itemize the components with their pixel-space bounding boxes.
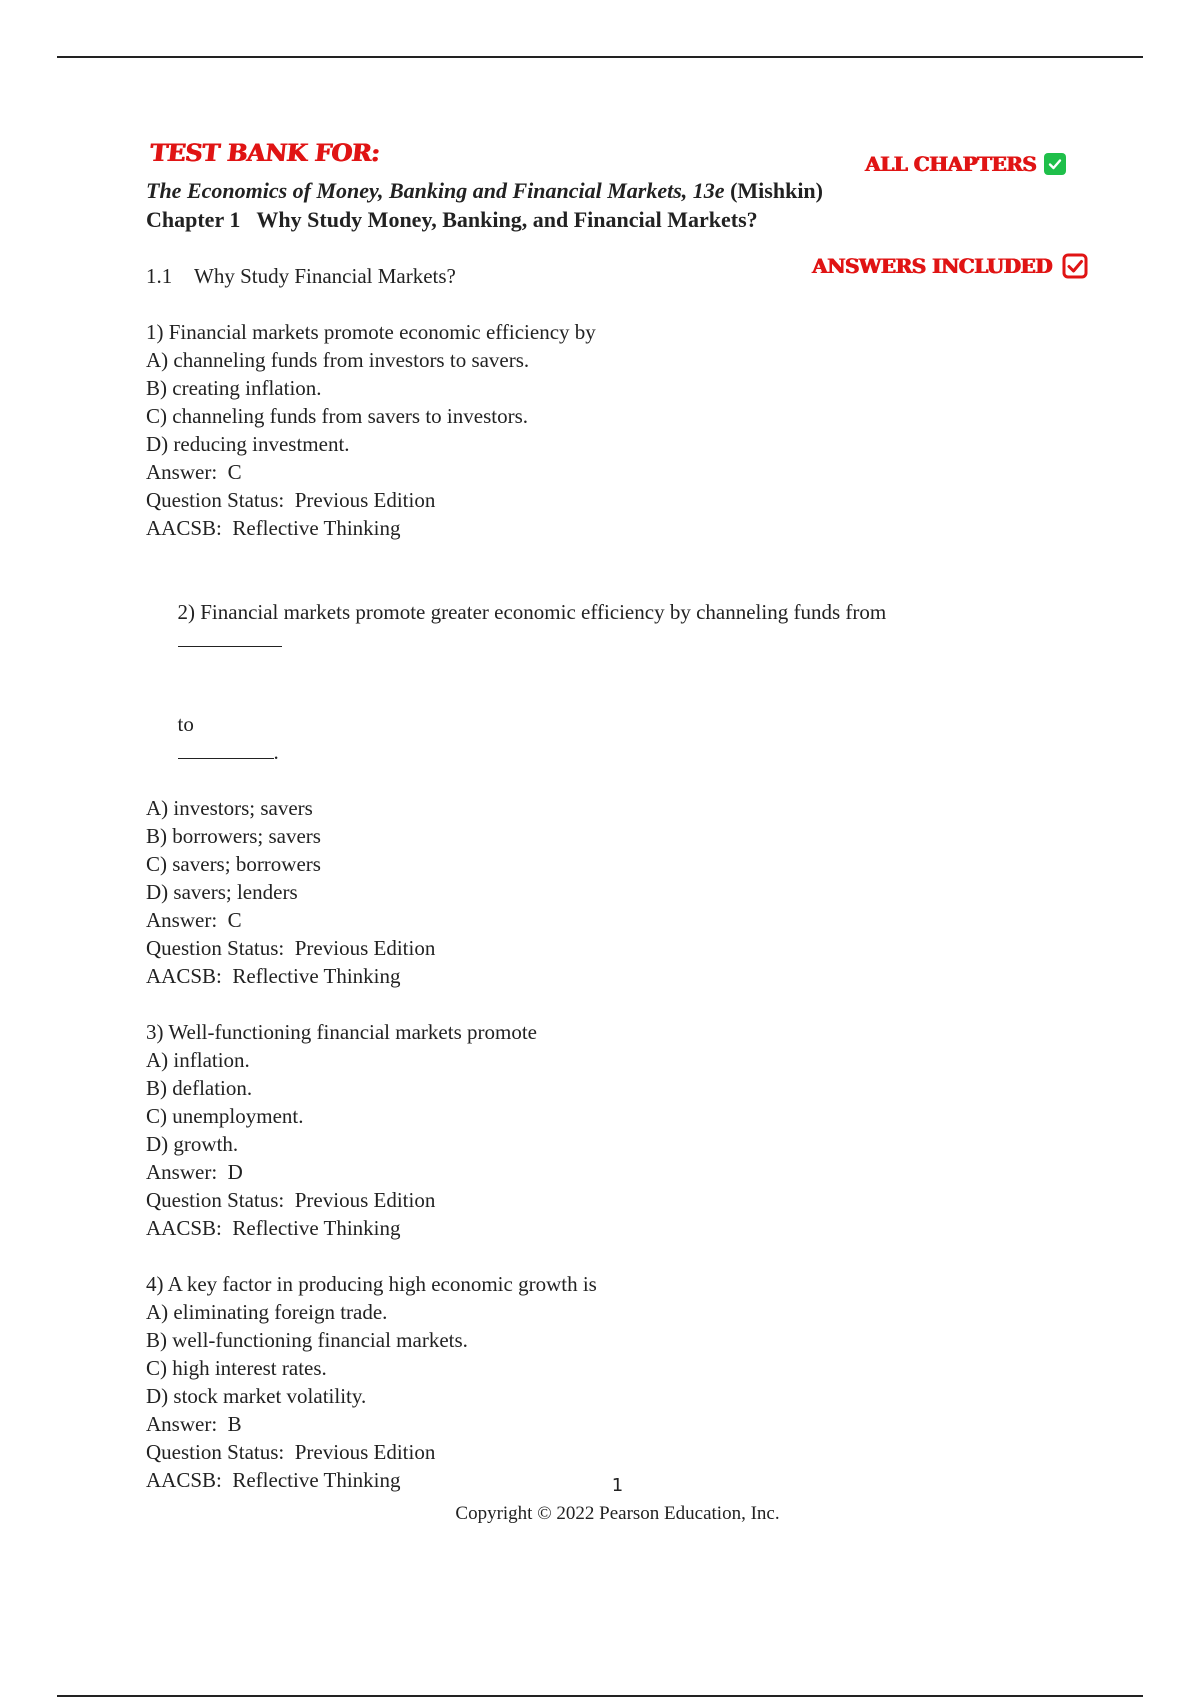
answer-line: Answer: C [146,460,242,484]
test-bank-stamp: TEST BANK FOR: [148,138,382,167]
option-c: C) savers; borrowers [146,852,321,876]
option-d: D) savers; lenders [146,880,298,904]
question-1 [146,318,1076,542]
page-number: 1 [611,1475,624,1496]
chapter-title: Chapter 1 Why Study Money, Banking, and Financial Markets? [146,207,758,232]
all-chapters-label: ALL CHAPTERS [865,152,1037,176]
all-chapters-badge [865,152,1066,176]
answers-included-label: ANSWERS INCLUDED [812,254,1052,278]
section-number: 1.1 [146,264,173,288]
question-4 [146,1270,1076,1494]
option-c: C) unemployment. [146,1104,304,1128]
option-d: D) reducing investment. [146,432,350,456]
answer-line: Answer: D [146,1160,243,1184]
option-b: B) borrowers; savers [146,824,321,848]
option-c: C) channeling funds from savers to investors. [146,404,529,428]
book-author: (Mishkin) [730,178,823,203]
green-checkmark-icon [1044,153,1066,175]
option-b: B) creating inflation. [146,376,322,400]
copyright-notice: Copyright © 2022 Pearson Education, Inc. [455,1503,780,1524]
question-2 [146,570,1076,990]
book-title [146,178,823,204]
option-a: A) channeling funds from investors to savers. [146,348,530,372]
section-heading [146,264,456,289]
question-stem: 4) A key factor in producing high economic growth is [146,1272,597,1296]
option-a: A) investors; savers [146,796,313,820]
section-title: Why Study Financial Markets? [194,264,456,288]
aacsb-line: AACSB: Reflective Thinking [146,1468,401,1492]
checkbox-checked-icon [1062,253,1088,279]
answer-line: Answer: B [146,1412,242,1436]
option-b: B) deflation. [146,1076,253,1100]
option-c: C) high interest rates. [146,1356,327,1380]
question-3 [146,1018,1076,1242]
answer-blank [178,626,282,647]
answer-blank [178,738,274,759]
book-title-italic: The Economics of Money, Banking and Financial Markets, 13e [146,178,725,203]
option-a: A) eliminating foreign trade. [146,1300,388,1324]
question-list [146,318,1076,1522]
answer-line: Answer: C [146,908,242,932]
aacsb-line: AACSB: Reflective Thinking [146,1216,401,1240]
question-stem [146,570,1076,682]
question-stem: 3) Well-functioning financial markets promote [146,1020,537,1044]
question-stem: 1) Financial markets promote economic efficiency by [146,320,596,344]
option-d: D) stock market volatility. [146,1384,367,1408]
question-status-line: Question Status: Previous Edition [146,936,436,960]
option-b: B) well-functioning financial markets. [146,1328,468,1352]
answers-included-badge [812,253,1088,279]
question-status-line: Question Status: Previous Edition [146,1440,436,1464]
question-stem-part1: 2) Financial markets promote greater economic efficiency by channeling funds from [177,600,887,624]
aacsb-line: AACSB: Reflective Thinking [146,516,401,540]
option-d: D) growth. [146,1132,239,1156]
question-status-line: Question Status: Previous Edition [146,488,436,512]
question-stem-continued: to . [177,712,279,764]
bottom-rule [57,1695,1143,1697]
option-a: A) inflation. [146,1048,250,1072]
top-rule [57,56,1143,58]
aacsb-line: AACSB: Reflective Thinking [146,964,401,988]
question-stem-part2: to [177,712,194,736]
question-status-line: Question Status: Previous Edition [146,1188,436,1212]
